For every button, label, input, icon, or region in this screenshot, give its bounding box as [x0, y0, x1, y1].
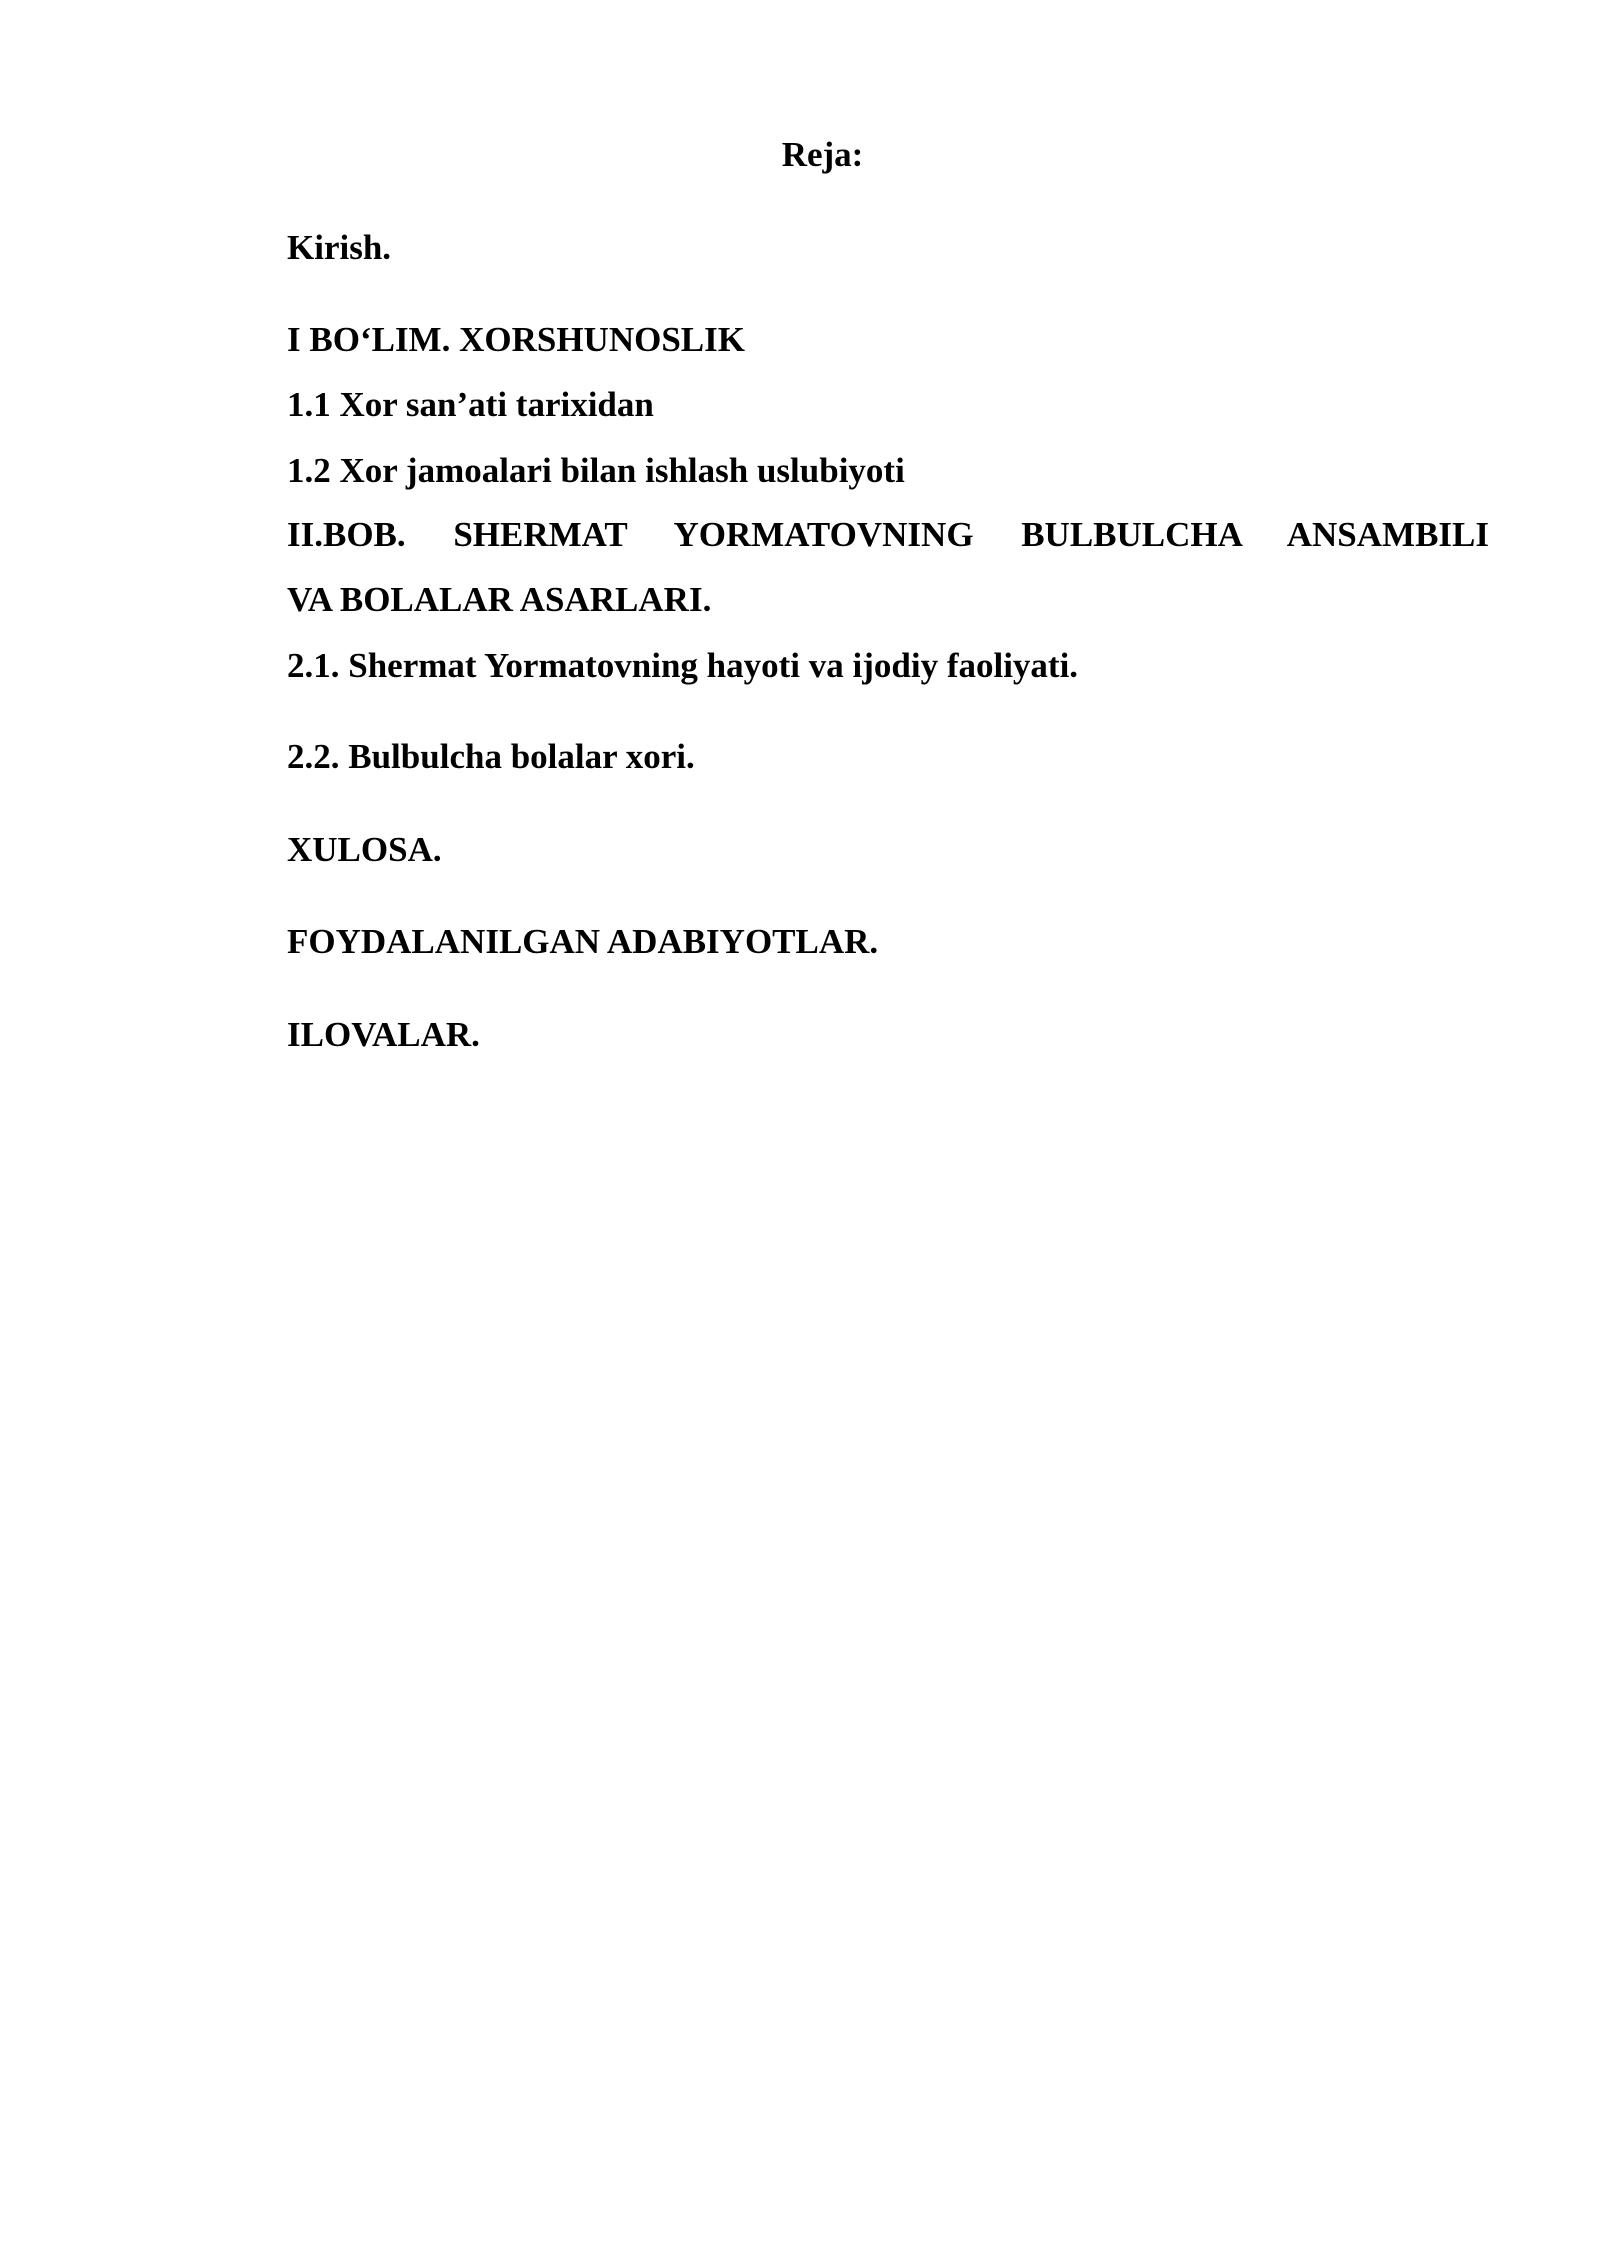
plan-title: Reja: [781, 135, 864, 174]
appendices-line: ILOVALAR. [287, 1015, 480, 1054]
intro-line: Kirish. [287, 228, 392, 267]
part1-heading: I BO‘LIM. XORSHUNOSLIK [287, 320, 745, 359]
conclusion-line: XULOSA. [287, 830, 442, 869]
part2-heading-line-2: VA BOLALAR ASARLARI. [287, 580, 712, 619]
references-line: FOYDALANILGAN ADABIYOTLAR. [287, 922, 879, 961]
part2-item-1: 2.1. Shermat Yormatovning hayoti va ijodiy faoliyati. [287, 646, 1079, 685]
part2-item-2: 2.2. Bulbulcha bolalar xori. [287, 737, 695, 776]
part1-item-2: 1.2 Xor jamoalari bilan ishlash uslubiyoti [287, 451, 905, 490]
part2-heading-line-1: II.BOB. SHERMAT YORMATOVNING BULBULCHA ANSAMBILI [287, 515, 1489, 554]
part1-item-1: 1.1 Xor san’ati tarixidan [287, 385, 654, 424]
